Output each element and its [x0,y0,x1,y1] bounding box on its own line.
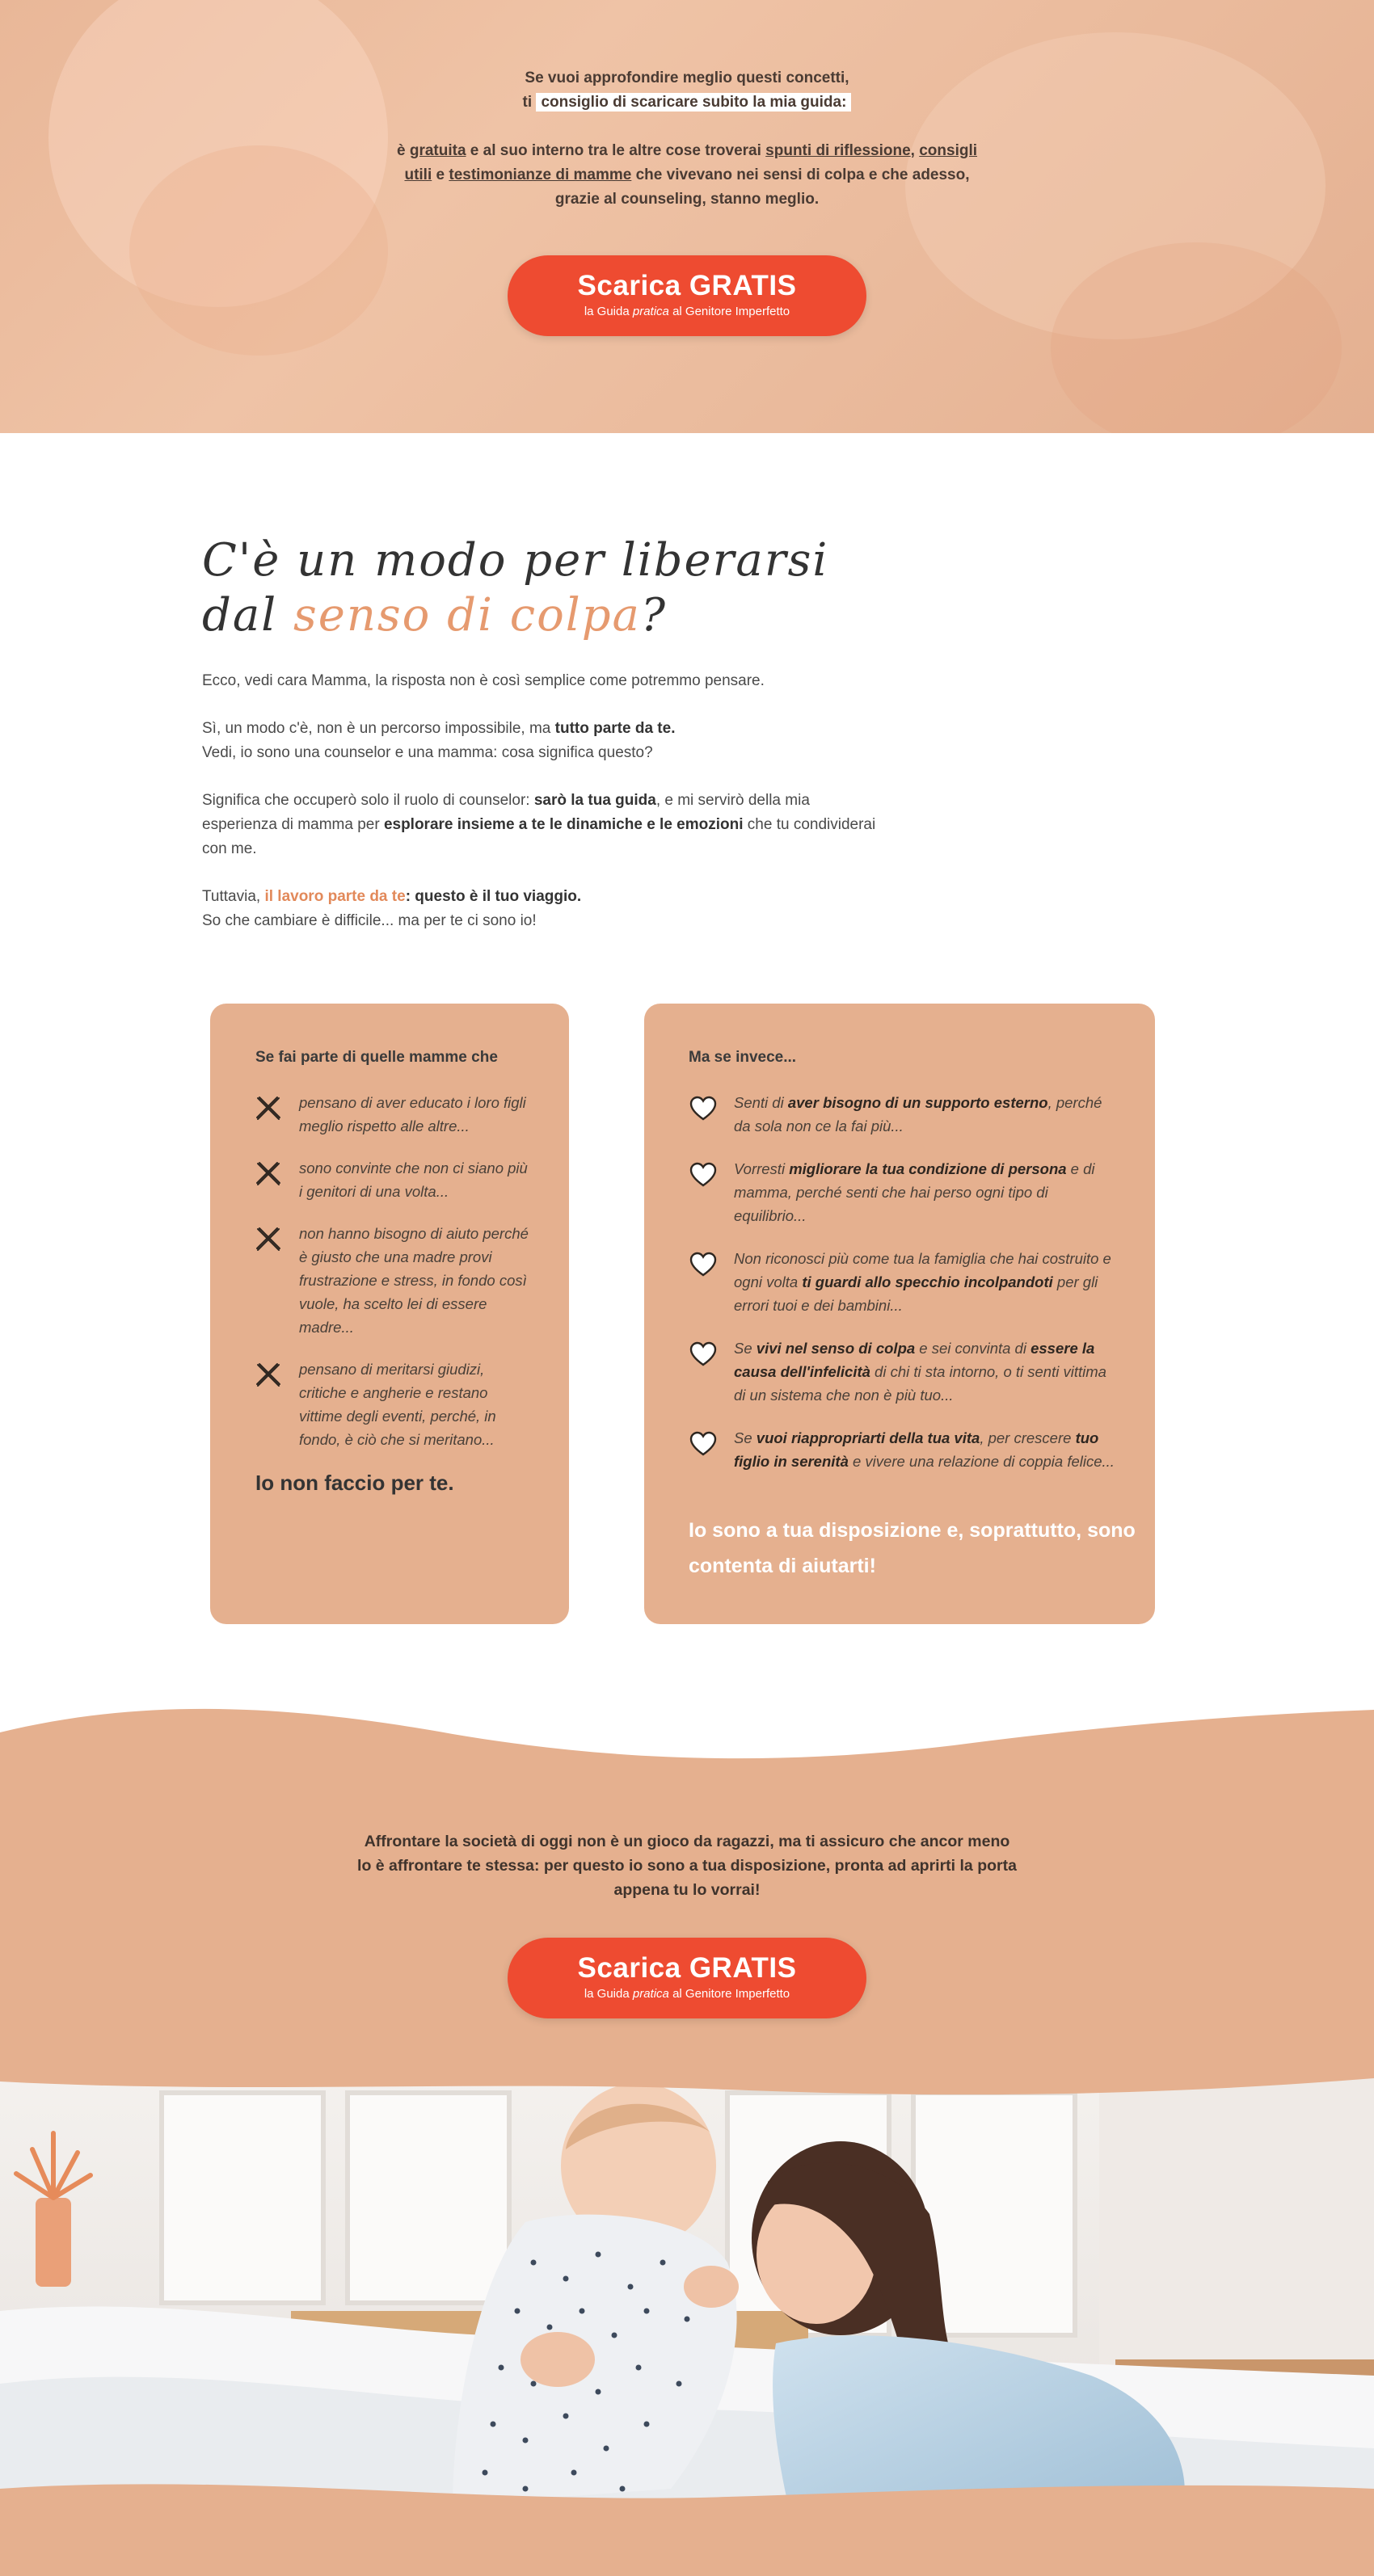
hero-text-part: , [910,142,920,159]
intro-text-part: Sì, un modo c'è, non è un percorso impossibile, ma [202,720,555,737]
card-title: Se fai parte di quelle mamme che [255,1049,498,1066]
list-item-bold: aver bisogno di un supporto esterno [787,1094,1048,1111]
list-item-text-part: di chi ti sta intorno, o ti senti vittima di un sistema che non è più tuo... [734,1363,1106,1404]
list-item-text-part: , perché da sola non ce la fai più... [734,1094,1102,1134]
list-item-text [734,1094,1102,1134]
photo-bottom-wave [0,2069,1374,2521]
cta-sub-suffix: al Genitore Imperfetto [668,305,790,318]
list-item-text-part: Vorresti [734,1160,790,1177]
intro-paragraph-3 [202,789,881,861]
heading-line-2-suffix: ? [640,589,667,642]
heading-accent: senso di colpa [293,589,641,642]
intro-bold: : [405,888,415,905]
hero-text-part: è [396,142,410,159]
cross-icon [254,1225,283,1254]
heading-line-2-prefix: dal [202,589,293,642]
cross-icon [254,1160,283,1189]
hero-underlined: spunti di riflessione [765,142,911,159]
list-item-bold: vuoi riappropriarti della tua vita [756,1429,980,1446]
card-title: Ma se invece... [689,1049,797,1066]
list-item [689,1336,1117,1407]
list-item-text-part: Senti di [734,1094,788,1111]
heading-line-1: C'è un modo per liberarsi [202,534,829,587]
heart-icon [689,1429,718,1458]
section-heading [202,533,929,643]
photo-top-wave [0,2062,1374,2111]
intro-text-part: So che cambiare è difficile... ma per te ci sono io! [202,912,537,929]
hero-text-part: e al suo interno tra le altre cose troverai [466,142,766,159]
cta-sub-prefix: la Guida [584,1987,633,2001]
cta-sub-italic: pratica [632,305,669,318]
list-item-text: sono convinte che non ci siano più i genitori di una volta... [299,1160,528,1200]
heart-icon [689,1160,718,1189]
intro-text-part: , e mi servirò della mia esperienza di mamma per [202,792,810,833]
intro-text-part: Vedi, io sono una counselor e una mamma: cosa significa questo? [202,744,653,761]
list-item [689,1247,1117,1317]
hero-text-part: che vivevano nei sensi di colpa e che adesso, [631,166,970,183]
intro-bold: sarò la tua guida [533,792,656,809]
heart-icon [689,1250,718,1279]
intro-paragraph-4 [202,885,881,933]
card-closing: Io sono a tua disposizione e, soprattutto, sono contenta di aiutarti! [689,1519,1136,1577]
hero-text-part: e [432,166,449,183]
hero-text [348,66,1026,212]
intro-paragraph-1: Ecco, vedi cara Mamma, la risposta non è così semplice come potremmo pensare. [202,672,765,689]
list-item-text-part: Non riconosci più come tua la famiglia che hai costruito e ogni volta [734,1250,1111,1290]
hero-line-2-prefix: ti [522,94,537,111]
list-item-text-part: Se [734,1429,757,1446]
wave-text: Affrontare la società di oggi non è un gioco da ragazzi, ma ti assicuro che ancor meno lo è affrontare te stessa: per questo io sono a tua disposizione, pronta ad aprirti la porta appena tu lo vorrai! [357,1833,1017,1899]
intro-bold: questo è il tuo viaggio. [415,888,582,905]
list-item-text: pensano di aver educato i loro figli meglio rispetto alle altre... [299,1094,526,1134]
card-closing: Io non faccio per te. [255,1471,454,1495]
list-item-text-part: , per crescere [980,1429,1076,1446]
intro-text-part: che tu condividerai con me. [202,816,876,857]
cta-sub-prefix: la Guida [584,305,633,318]
hero-highlight: consiglio di scaricare subito la mia guida: [536,93,851,112]
hero-underlined: utili [404,166,432,183]
cta-sub-label [508,1986,866,2002]
cta-sub-suffix: al Genitore Imperfetto [668,1987,790,2001]
list-item-text [734,1250,1111,1314]
list-item-text [734,1160,1095,1224]
list-item-bold: tuo figlio in serenità [734,1429,1099,1470]
hero-text-part: grazie al counseling, stanno meglio. [554,191,820,208]
hero-paragraph [348,139,1026,212]
list-item [689,1157,1117,1227]
download-free-guide-button[interactable] [508,1938,866,2018]
hero-line-2 [348,90,1026,115]
cross-icon [254,1094,283,1123]
intro-text [202,669,881,957]
list-item [689,1091,1117,1138]
list-item [254,1091,529,1138]
intro-text-part: Tuttavia, [202,888,265,905]
cta-sub-italic: pratica [632,1987,669,2001]
list-item-text [734,1340,1106,1404]
download-free-guide-button[interactable] [508,255,866,336]
hero-line-1: Se vuoi approfondire meglio questi concetti, [525,69,849,86]
list-item [254,1222,529,1339]
not-for-you-list [254,1091,529,1470]
hero-underlined: gratuita [409,142,466,159]
list-item-text: non hanno bisogno di aiuto perché è giusto che una madre provi frustrazione e stress, in fondo così vuole, ha scelto lei di essere madre... [299,1225,529,1336]
list-item-bold: vivi nel senso di colpa [756,1340,916,1357]
list-item [254,1357,529,1451]
list-item [689,1426,1117,1473]
intro-orange-highlight: il lavoro parte da te [264,888,406,905]
footer-band [0,2513,1374,2576]
intro-text-part: Significa che occuperò solo il ruolo di counselor: [202,792,534,809]
list-item [254,1156,529,1203]
list-item-bold: essere la causa dell'infelicità [734,1340,1095,1380]
cta-main-label: Scarica GRATIS [577,1952,797,1984]
list-item-text-part: per gli errori tuoi e dei bambini... [734,1273,1098,1314]
list-item-bold: ti guardi allo specchio incolpandoti [802,1273,1053,1290]
intro-bold: esplorare insieme a te le dinamiche e le emozioni [383,816,744,833]
intro-paragraph-2 [202,717,881,765]
not-for-you-card [210,1004,569,1624]
list-item-bold: migliorare la tua condizione di persona [789,1160,1067,1177]
cta-main-label: Scarica GRATIS [577,270,797,301]
cross-icon [254,1361,283,1390]
list-item-text [734,1429,1115,1470]
heart-icon [689,1094,718,1123]
list-item-text-part: Se [734,1340,757,1357]
cta-sub-label [508,304,866,320]
list-item-text: pensano di meritarsi giudizi, critiche e angherie e restano vittime degli eventi, perché, in fondo, è ciò che si meritano... [299,1361,496,1448]
list-item-text-part: e sei convinta di [915,1340,1031,1357]
for-you-list [689,1091,1117,1492]
hero-underlined: testimonianze di mamme [449,166,632,183]
mother-baby-photo [0,2069,1374,2521]
hero-underlined: consigli [919,142,978,159]
intro-bold: tutto parte da te. [554,720,676,737]
for-you-card [644,1004,1155,1624]
list-item-text-part: e vivere una relazione di coppia felice... [848,1453,1115,1470]
hero-section [0,0,1374,433]
heart-icon [689,1340,718,1369]
list-item-text-part: e di mamma, perché senti che hai perso ogni tipo di equilibrio... [734,1160,1095,1224]
